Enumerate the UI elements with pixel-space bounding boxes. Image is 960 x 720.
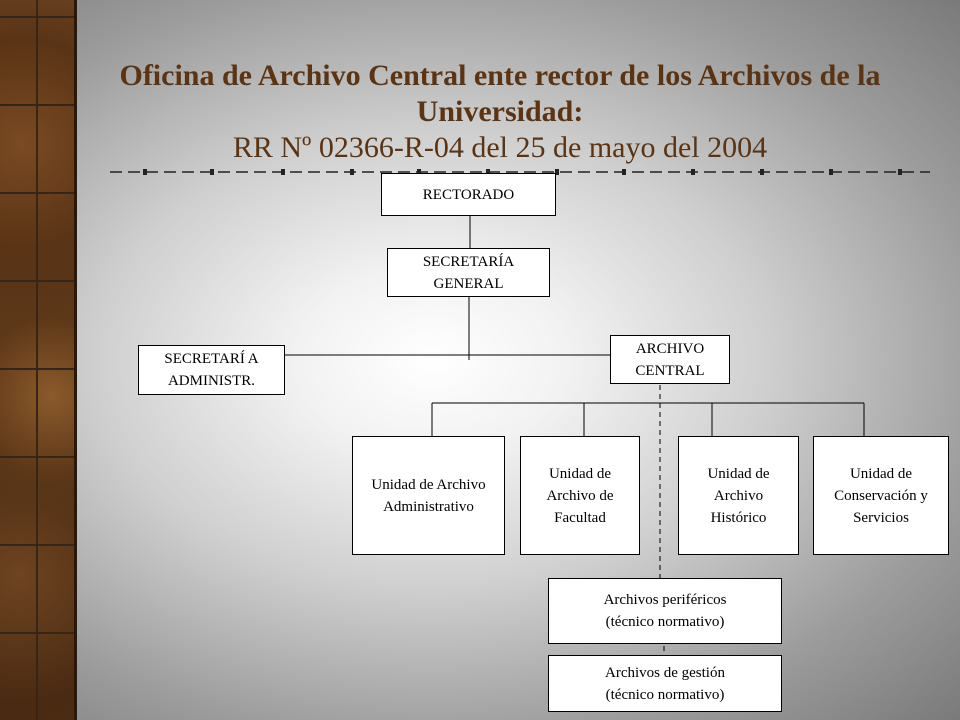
node-unidad-conservacion: Unidad de Conservación y Servicios	[813, 436, 949, 555]
node-rectorado: RECTORADO	[381, 173, 556, 216]
page-title: Oficina de Archivo Central ente rector de los Archivos de la Universidad:	[119, 59, 881, 128]
node-unidad-facultad: Unidad de Archivo de Facultad	[520, 436, 640, 555]
node-archivo-central: ARCHIVO CENTRAL	[610, 335, 730, 384]
node-unidad-historico: Unidad de Archivo Histórico	[678, 436, 799, 555]
node-unidad-administrativo: Unidad de Archivo Administrativo	[352, 436, 505, 555]
node-archivos-perifericos: Archivos periféricos (técnico normativo)	[548, 578, 782, 644]
node-secretaria-general: SECRETARÍA GENERAL	[387, 248, 550, 297]
node-secretaria-admin: SECRETARÍ A ADMINISTR.	[138, 345, 285, 395]
node-archivos-gestion: Archivos de gestión (técnico normativo)	[548, 655, 782, 712]
page-subtitle: RR Nº 02366-R-04 del 25 de mayo del 2004	[232, 131, 768, 164]
